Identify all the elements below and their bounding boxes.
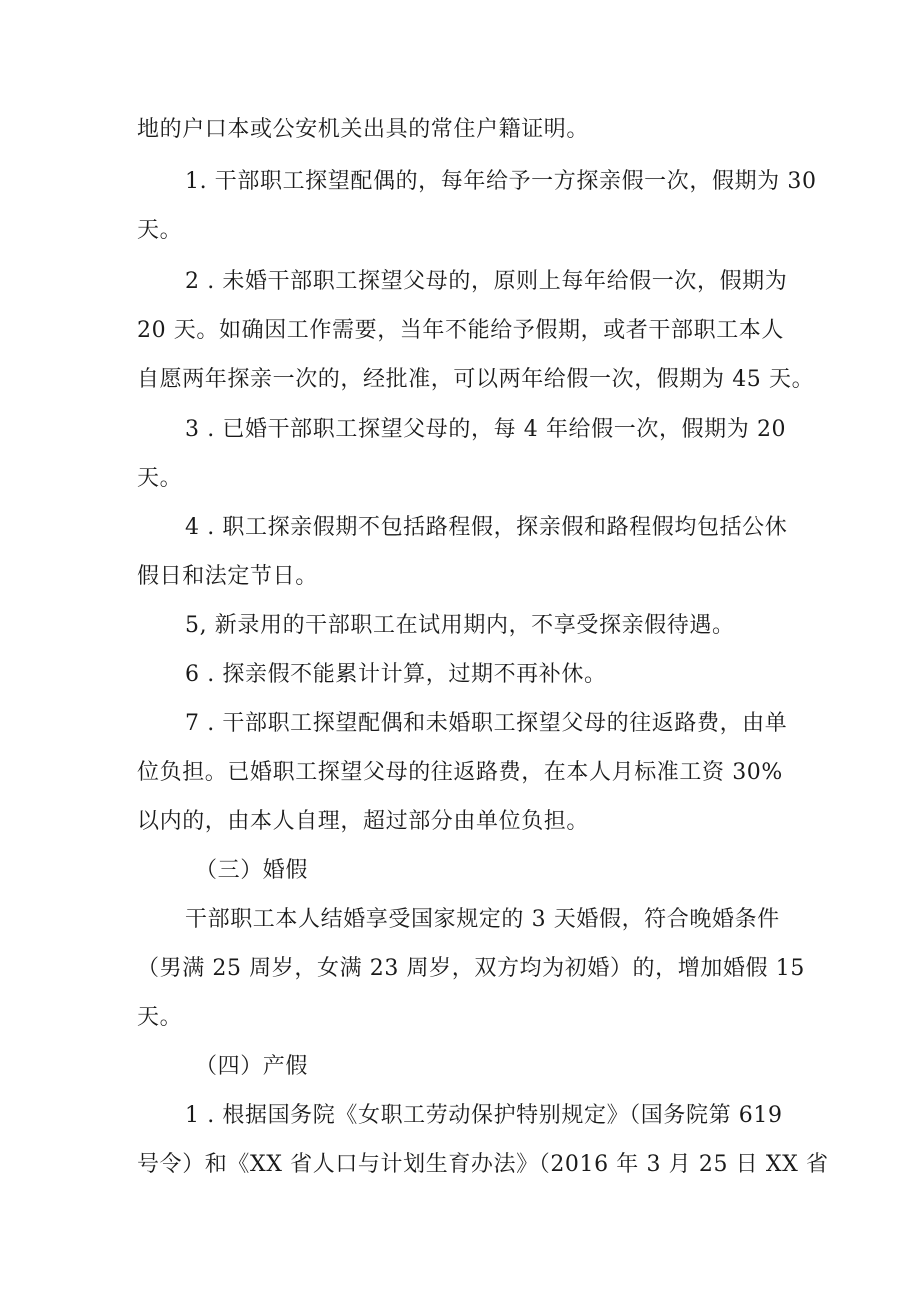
item-7-line-1: 7 . 干部职工探望配偶和未婚职工探望父母的往返路费，由单 [185,711,788,736]
item-1-line-1: 1. 干部职工探望配偶的，每年给予一方探亲假一次，假期为 30 [185,169,817,194]
item-7-line-3: 以内的，由本人自理，超过部分由单位负担。 [137,809,590,834]
item-6-line-1: 6 . 探亲假不能累计计算，过期不再补休。 [185,662,607,687]
maternity-leave-line-1: 1 . 根据国务院《女职工劳动保护特别规定》（国务院第 619 [185,1103,783,1128]
item-4-line-2: 假日和法定节日。 [137,564,318,589]
item-2-line-3: 自愿两年探亲一次的，经批准，可以两年给假一次，假期为 45 天。 [137,367,815,392]
section-heading-marriage-leave: （三）婚假 [195,858,309,883]
item-5-line-1: 5, 新录用的干部职工在试用期内，不享受探亲假待遇。 [185,613,735,638]
item-4-line-1: 4 . 职工探亲假期不包括路程假，探亲假和路程假均包括公休 [185,515,788,540]
item-1-line-2: 天。 [137,218,183,243]
section-heading-maternity-leave: （四）产假 [195,1054,309,1079]
item-2-line-2: 20 天。如确因工作需要，当年不能给予假期，或者干部职工本人 [137,318,784,343]
text-line-1: 地的户口本或公安机关出具的常住户籍证明。 [137,117,590,142]
marriage-leave-line-3: 天。 [137,1005,183,1030]
marriage-leave-line-1: 干部职工本人结婚享受国家规定的 3 天婚假，符合晚婚条件 [185,907,780,932]
marriage-leave-line-2: （男满 25 周岁，女满 23 周岁，双方均为初婚）的，增加婚假 15 [137,956,805,981]
maternity-leave-line-2: 号令）和《XX 省人口与计划生育办法》（2016 年 3 月 25 日 XX 省 [137,1152,829,1177]
item-3-line-1: 3 . 已婚干部职工探望父母的，每 4 年给假一次，假期为 20 [185,417,787,442]
item-2-line-1: 2 . 未婚干部职工探望父母的，原则上每年给假一次，假期为 [185,269,788,294]
item-3-line-2: 天。 [137,466,183,491]
item-7-line-2: 位负担。已婚职工探望父母的往返路费，在本人月标准工资 30% [137,760,783,785]
